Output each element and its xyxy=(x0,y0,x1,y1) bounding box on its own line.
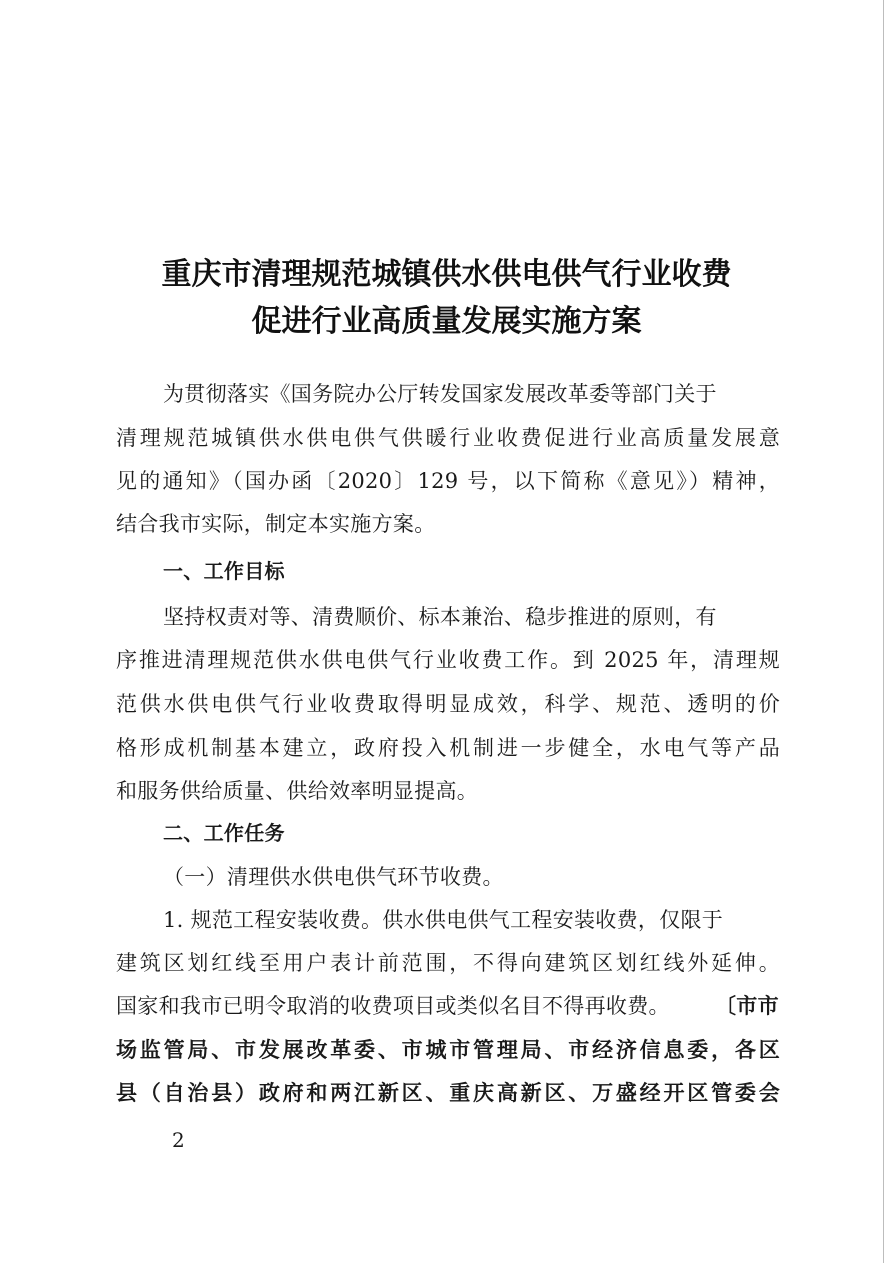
item-1-line-1: 1. 规范工程安装收费。供水供电供气工程安装收费，仅限于 xyxy=(163,908,724,932)
item-1-line-2: 建筑区划红线至用户表计前范围，不得向建筑区划红线外延伸。 xyxy=(116,951,780,975)
item-1-line-3-responsible: 〔市市 xyxy=(715,993,779,1018)
item-1-line-4: 场监管局、市发展改革委、市城市管理局、市经济信息委，各区 xyxy=(116,1037,780,1062)
page-edge xyxy=(883,0,884,1263)
item-1-line-3: 国家和我市已明令取消的收费项目或类似名目不得再收费。 xyxy=(116,994,670,1018)
paragraph-intro-line-2: 清理规范城镇供水供电供气供暖行业收费促进行业高质量发展意 xyxy=(116,426,780,450)
paragraph-goals-line-1: 坚持权责对等、清费顺价、标本兼治、稳步推进的原则，有 xyxy=(163,605,717,629)
item-1-line-5: 县（自治县）政府和两江新区、重庆高新区、万盛经开区管委会 xyxy=(116,1080,780,1105)
paragraph-intro-line-1: 为贯彻落实《国务院办公厅转发国家发展改革委等部门关于 xyxy=(163,382,717,406)
section-heading-goals: 一、工作目标 xyxy=(163,559,285,583)
section-heading-tasks: 二、工作任务 xyxy=(163,821,285,845)
paragraph-intro-line-4: 结合我市实际，制定本实施方案。 xyxy=(116,512,436,536)
document-title-line-1: 重庆市清理规范城镇供水供电供气行业收费 xyxy=(161,257,732,292)
paragraph-goals-line-4: 格形成机制基本建立，政府投入机制进一步健全，水电气等产品 xyxy=(116,736,780,760)
paragraph-intro-line-3: 见的通知》（国办函〔2020〕129 号，以下简称《意见》）精神， xyxy=(116,469,780,493)
subsection-heading-1: （一）清理供水供电供气环节收费。 xyxy=(163,865,504,889)
paragraph-goals-line-2: 序推进清理规范供水供电供气行业收费工作。到 2025 年，清理规 xyxy=(116,648,780,672)
paragraph-goals-line-3: 范供水供电供气行业收费取得明显成效，科学、规范、透明的价 xyxy=(116,692,780,716)
paragraph-goals-line-5: 和服务供给质量、供给效率明显提高。 xyxy=(116,779,479,803)
page-number: 2 xyxy=(172,1128,185,1152)
document-title-line-2: 促进行业高质量发展实施方案 xyxy=(251,304,642,339)
